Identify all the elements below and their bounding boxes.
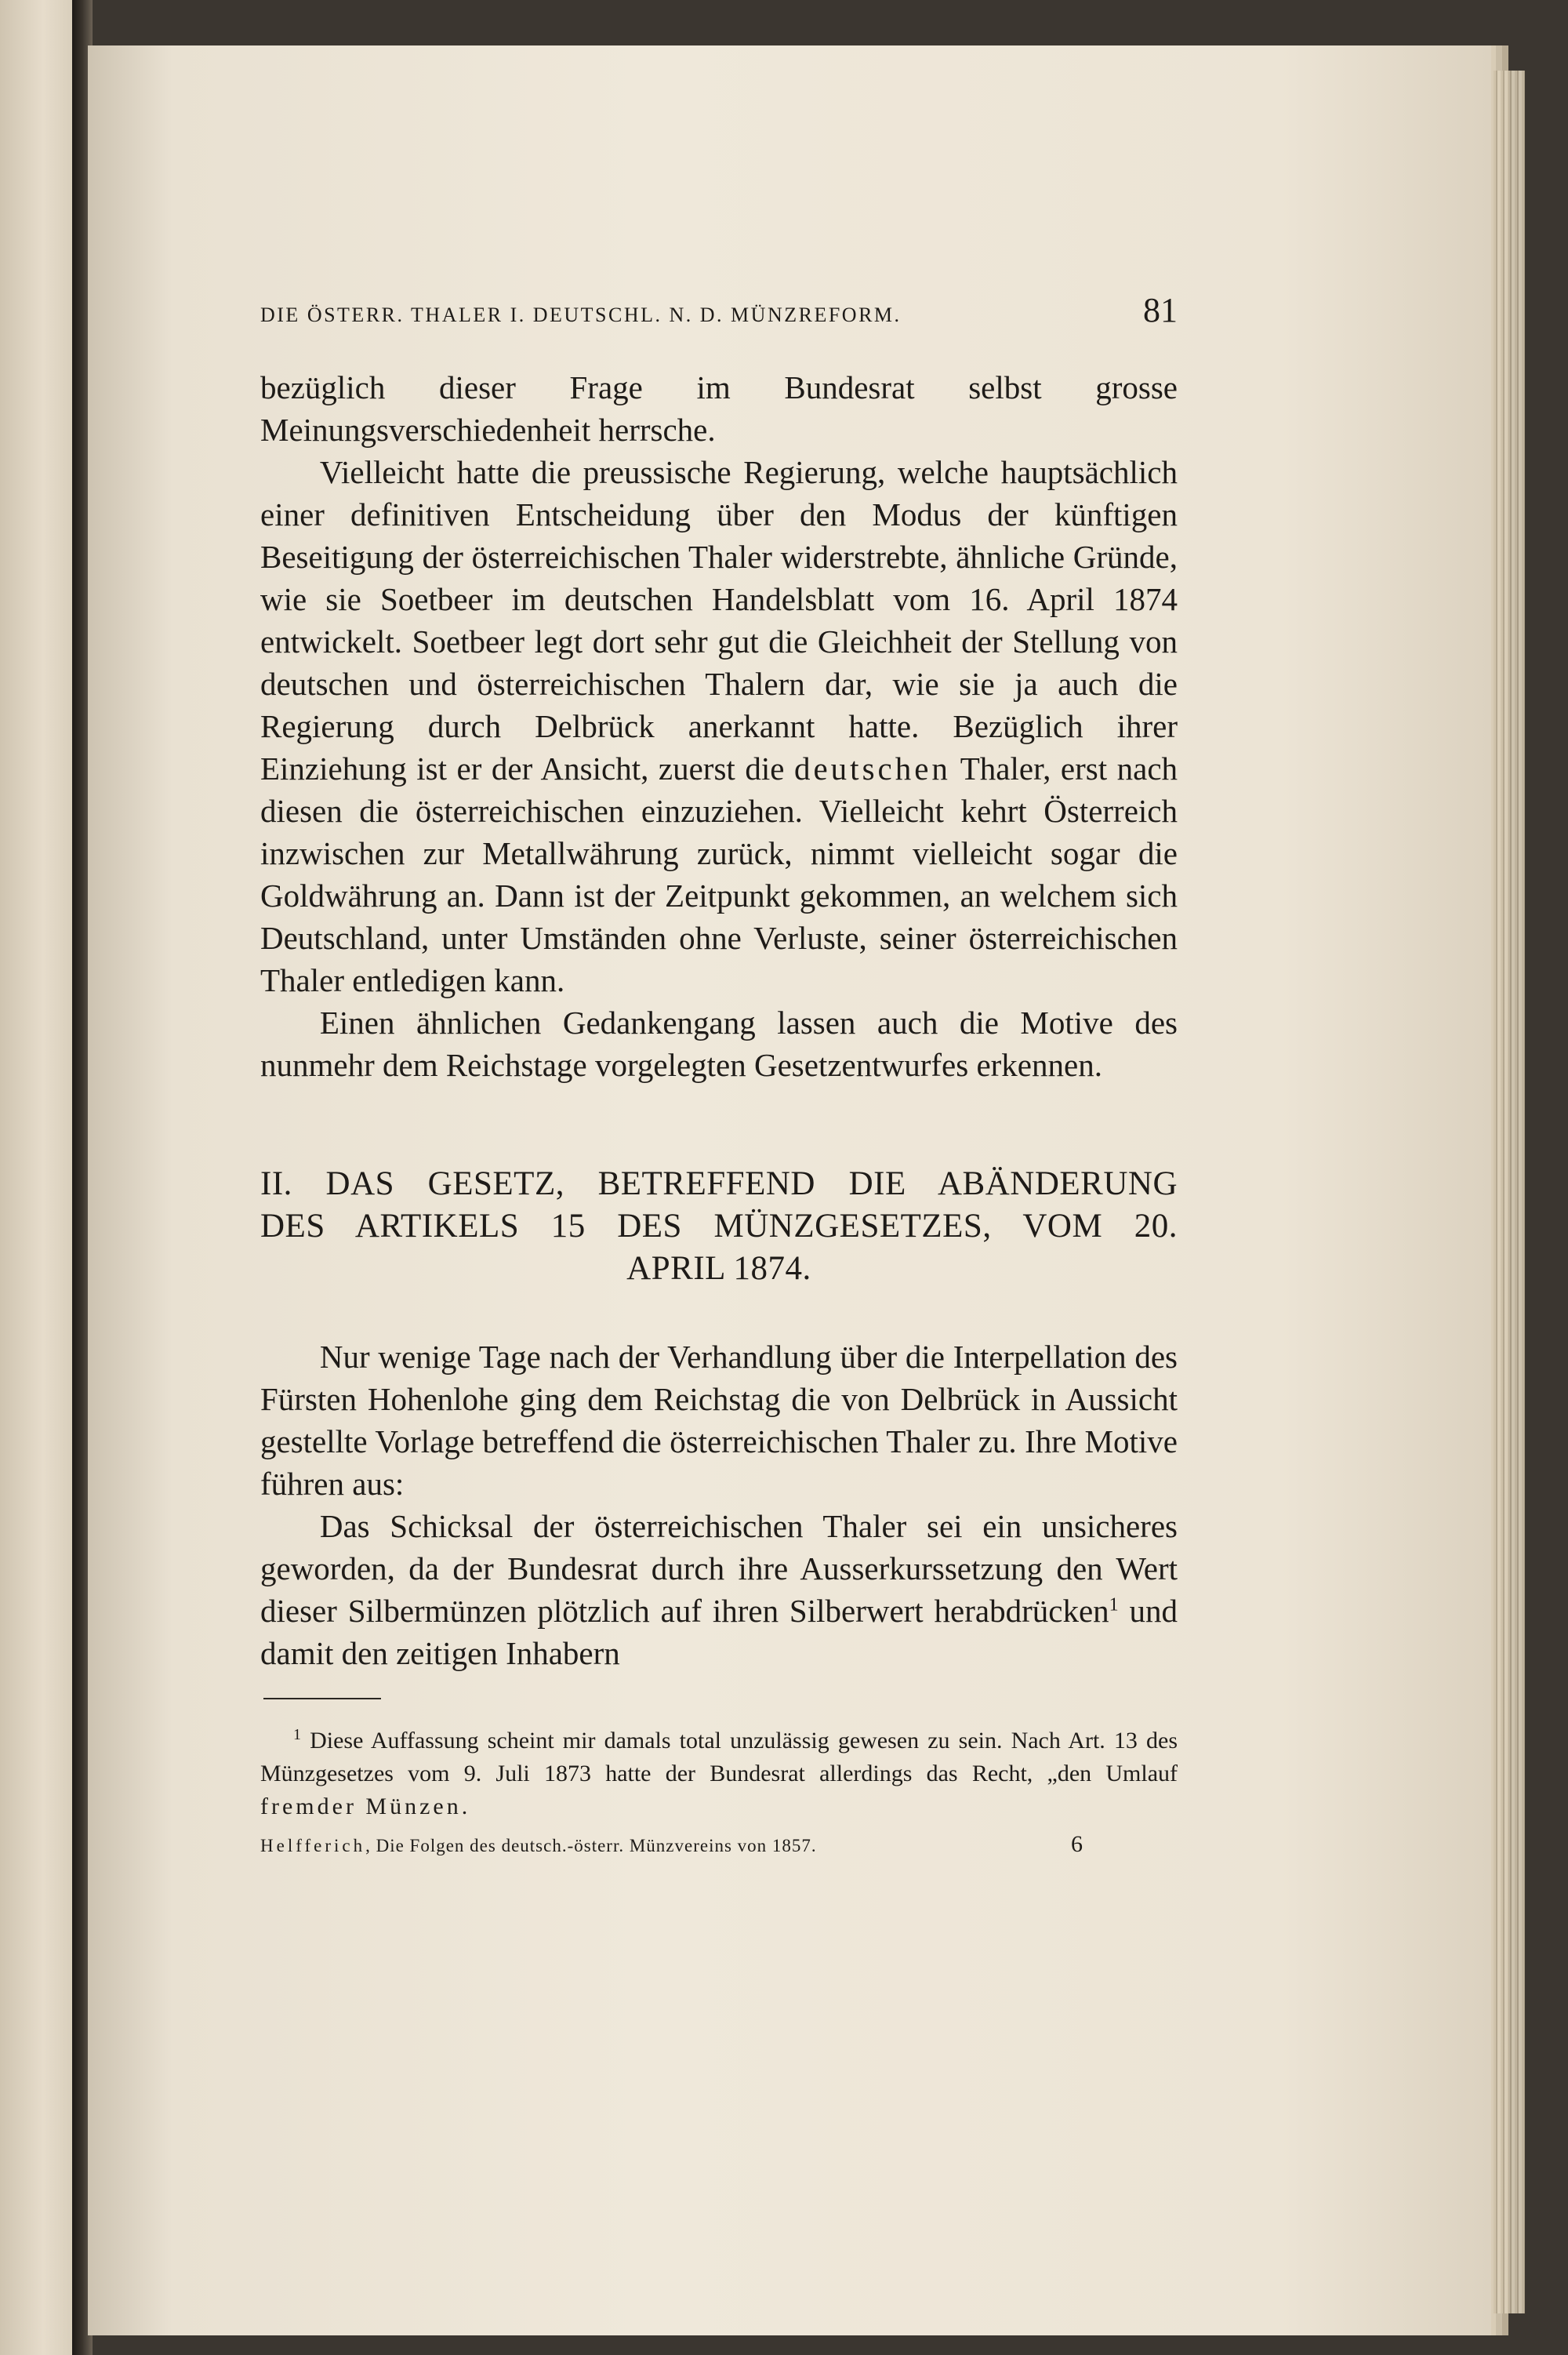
left-page-edge [0, 0, 72, 2355]
paragraph-2 [260, 451, 1178, 1001]
footnote-marker: 1 [293, 1726, 301, 1743]
bottom-signature-line [260, 1831, 1178, 1858]
page-number: 81 [1143, 291, 1178, 329]
running-header [260, 290, 1178, 330]
footnote-reference: 1 [1109, 1594, 1119, 1615]
footnote-emphasis: fremder Münzen. [260, 1794, 471, 1819]
footnote-text: Diese Auffassung scheint mir damals total unzulässig gewesen zu sein. Nach Art. 13 des Münzgesetzes vom 9. Juli 1873 hatte der Bundesrat allerdings das Recht, „den Umlauf [260, 1728, 1178, 1786]
page-stack-edge [1494, 71, 1525, 2313]
author-name: Helfferich [260, 1836, 366, 1855]
paragraph-2-part-b: Thaler, erst nach diesen die österreichischen einzuziehen. Vielleicht kehrt Österreich inzwischen zur Metallwährung zurück, nimmt vielleicht sogar die Goldwährung an. Dann ist der Zeitpunkt gekommen, an welchem sich Deutschland, unter Umständen ohne Verluste, seiner österreichischen Thaler entledigen kann. [260, 750, 1178, 998]
paragraph-4: Nur wenige Tage nach der Verhandlung über die Interpellation des Fürsten Hohenlohe ging dem Reichstag die von Delbrück in Aussicht gestellte Vorlage betreffend die österreichischen Thaler zu. Ihre Motive führen aus: [260, 1339, 1178, 1502]
book-title: , Die Folgen des deutsch.-österr. Münzvereins von 1857. [365, 1836, 817, 1855]
footnote [260, 1718, 1178, 1823]
book-source [260, 1836, 817, 1856]
paragraph-5-part-b: und damit den zeitigen Inhabern [260, 1593, 1178, 1671]
section-heading-line-1: II. DAS GESETZ, BETREFFEND DIE ABÄNDERUNG [260, 1165, 1178, 1202]
emphasis-deutschen: deutschen [793, 750, 951, 787]
paragraph-3: Einen ähnlichen Gedankengang lassen auch die Motive des nunmehr dem Reichstage vorgelegten Gesetzentwurfes erkennen. [260, 1005, 1178, 1083]
paragraph-5 [260, 1505, 1178, 1674]
section-heading [260, 1163, 1178, 1290]
footnote-divider [263, 1698, 381, 1699]
section-heading-line-3: APRIL 1874. [626, 1250, 811, 1287]
paragraph-2-part-a: Vielleicht hatte die preussische Regierung, welche hauptsächlich einer definitiven Entscheidung über den Modus der künftigen Beseitigung der österreichischen Thaler widerstrebte, ähnliche Gründe, wie sie Soetbeer im deutschen Handelsblatt vom 16. April 1874 entwickelt. Soetbeer legt dort sehr gut die Gleichheit der Stellung von deutschen und österreichischen Thalern dar, wie sie ja auch die Regierung durch Delbrück anerkannt hatte. Bezüglich ihrer Einziehung ist er der Ansicht, zuerst die [260, 454, 1178, 787]
running-title: DIE ÖSTERR. THALER I. DEUTSCHL. N. D. MÜNZREFORM. [260, 303, 902, 326]
paragraph-1: bezüglich dieser Frage im Bundesrat selbst grosse Meinungsverschiedenheit herrsche. [260, 369, 1178, 448]
section-heading-line-2: DES ARTIKELS 15 DES MÜNZGESETZES, VOM 20. [260, 1208, 1178, 1245]
signature-mark: 6 [1071, 1831, 1083, 1857]
paragraph-5-part-a: Das Schicksal der österreichischen Thaler sei ein unsicheres geworden, da der Bundesrat durch ihre Ausserkurssetzung den Wert dieser Silbermünzen plötzlich auf ihren Silberwert herabdrücken [260, 1508, 1178, 1629]
page-text [260, 290, 1178, 1858]
